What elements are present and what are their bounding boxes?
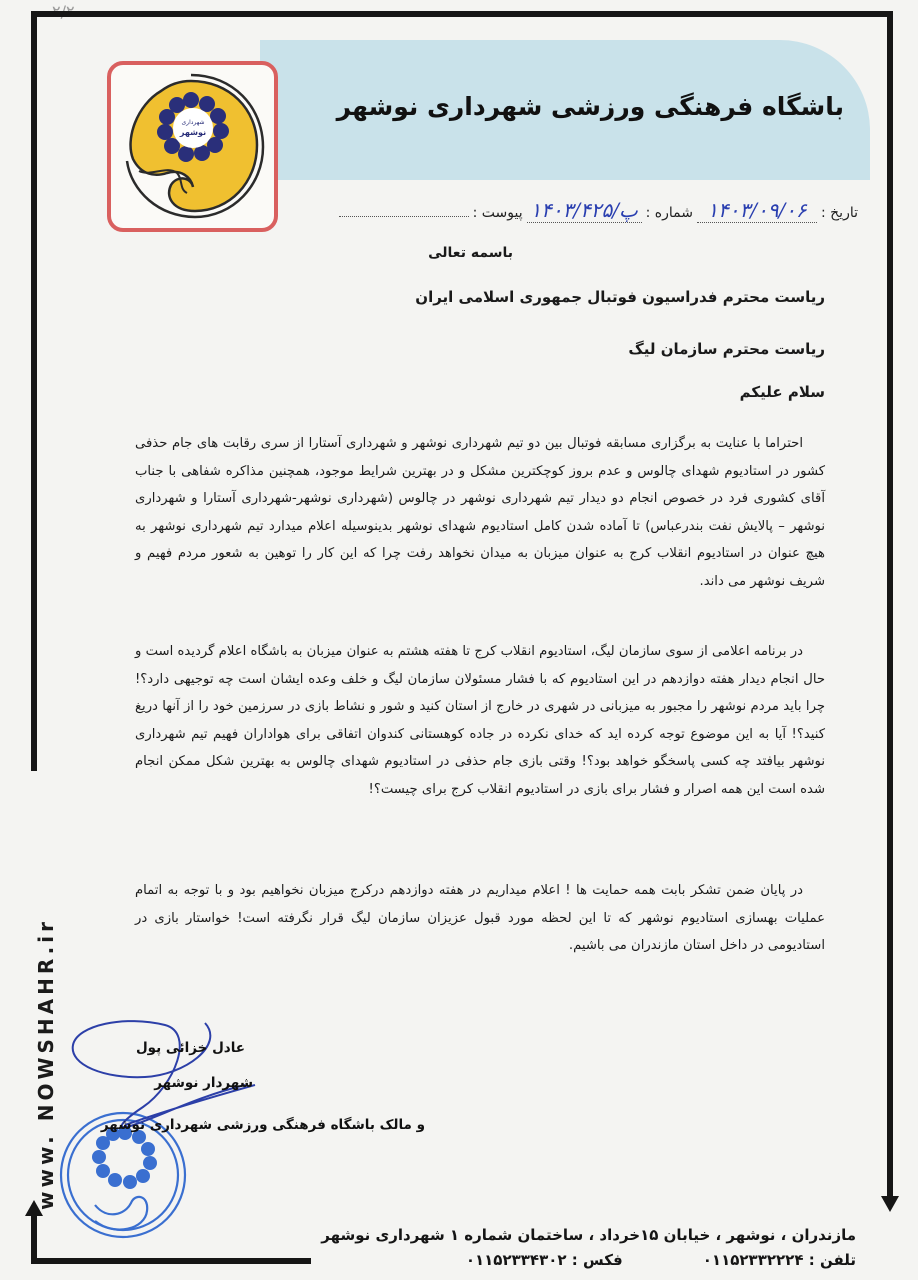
- date-value: ۱۴۰۳/۰۹/۰۶: [707, 198, 807, 222]
- attachment-field: [339, 216, 469, 217]
- letter-paragraph-1: [135, 430, 825, 595]
- paragraph-text: احتراما با عنایت به برگزاری مسابقه فوتبال بین دو تیم شهرداری نوشهر و شهرداری آستارا از سری رقابت های جام حذفی کشور در استادیوم شهدای چالوس و عدم بروز کوچکترین مشکل و در بهترین شرایط موجود، همچنین مذاکره شفاهی با جناب آقای کشوری فرد در خصوص انجام دو دیدار تیم شهرداری نوشهر در چالوس (شهرداری نوشهر-شهرداری آستارا و شهرداری نوشهر – پالایش نفت بندرعباس) تا آماده شدن کامل استادیوم شهدای نوشهر بدینوسیله اعلام میدارد تیم شهرداری نوشهر به هیچ عنوان در استادیوم انقلاب کرج به عنوان میزبان به میدان نخواهد رفت چرا که این کار را توهین به شعور مردم فهیم و شریف نوشهر می داند.: [135, 436, 825, 589]
- organization-title: باشگاه فرهنگی ورزشی شهرداری نوشهر: [336, 92, 844, 121]
- footer-address: مازندران ، نوشهر ، خیابان ۱۵خرداد ، ساختمان شماره ۱ شهرداری نوشهر: [321, 1226, 856, 1244]
- footer-contact: [466, 1251, 856, 1269]
- greeting: سلام علیکم: [739, 383, 825, 401]
- date-label: تاریخ :: [820, 205, 858, 221]
- nowshahr-municipality-logo-icon: [111, 65, 274, 228]
- reference-line: [339, 198, 858, 223]
- signatory-name: عادل خزائی پول: [135, 1040, 245, 1056]
- paragraph-text: در پایان ضمن تشکر بابت همه حمایت ها ! اعلام میداریم در هفته دوازدهم درکرج میزبان نخواهیم بود و با توجه به اتمام عملیات بهسازی استادیوم نوشهر که تا این لحظه مورد قبول عزیزان سازمان لیگ قرار نگرفته است! خواستار بازی در استادیومی در داخل استان مازندران می باشیم.: [135, 883, 825, 953]
- fax-entry: [466, 1251, 623, 1269]
- frame-top-border: [31, 11, 893, 17]
- phone-entry: [703, 1251, 856, 1269]
- fax-value: ۰۱۱۵۲۳۳۴۳۰۲: [465, 1251, 567, 1269]
- arrow-down-icon: [881, 1196, 899, 1212]
- fax-label: فکس :: [571, 1251, 623, 1269]
- frame-bottom-border: [31, 1258, 311, 1264]
- date-field: [697, 198, 817, 223]
- side-website-url: www. NOWSHAHR.ir: [34, 918, 58, 1210]
- bismillah-heading: باسمه تعالی: [428, 245, 513, 261]
- logo-text-bottom: نوشهر: [179, 128, 207, 137]
- signatory-owner-line: و مالک باشگاه فرهنگی ورزشی شهرداری نوشهر: [100, 1117, 425, 1133]
- phone-value: ۰۱۱۵۲۳۳۲۲۲۴: [702, 1251, 804, 1269]
- number-field: [527, 198, 642, 223]
- signatory-role: شهردار نوشهر: [154, 1075, 253, 1091]
- phone-label: تلفن :: [808, 1251, 856, 1269]
- frame-left-border-lower: [31, 1212, 37, 1264]
- letter-paragraph-2: [135, 638, 825, 803]
- attachment-label: پیوست :: [472, 205, 523, 221]
- number-value: ۱۴۰۳/۴۲۵/پ: [530, 198, 638, 222]
- number-label: شماره :: [645, 205, 693, 221]
- addressee-league: ریاست محترم سازمان لیگ: [628, 340, 825, 358]
- logo-text-top: شهرداری: [181, 119, 205, 126]
- addressee-federation: ریاست محترم فدراسیون فوتبال جمهوری اسلامی ایران: [415, 288, 825, 306]
- paragraph-text: در برنامه اعلامی از سوی سازمان لیگ، استادیوم انقلاب کرج تا هفته هشتم به عنوان میزبان به باشگاه اعلام گردیده است و حال انجام دیدار هفته دوازدهم در این استادیوم که با فشار مسئولان سازمان لیگ و خلف وعده ایشان است چه توجیهی دارد؟! چرا باید مردم نوشهر را مجبور به میزبانی در شهری در خارج از استان کنید و شور و نشاط بازی در سرزمین خود را از آنها دریغ کنید؟! آیا به این موضوع توجه کرده اید که خدای نکرده در جاده کوهستانی کندوان اتفاقی برای هواداران فهیم تیم شهرداری نوشهر بیافتد چه کسی پاسخگو خواهد بود؟! وقتی بازی جام حذفی در استادیوم شهدای چالوس به بهترین شکل ممکن انجام شده است این همه اصرار و فشار برای بازی در استادیوم انقلاب کرج برای چیست؟!: [135, 644, 825, 797]
- logo-frame: [107, 61, 278, 232]
- frame-left-border: [31, 11, 37, 771]
- frame-right-border: [887, 11, 893, 1201]
- letter-paragraph-3: [135, 877, 825, 960]
